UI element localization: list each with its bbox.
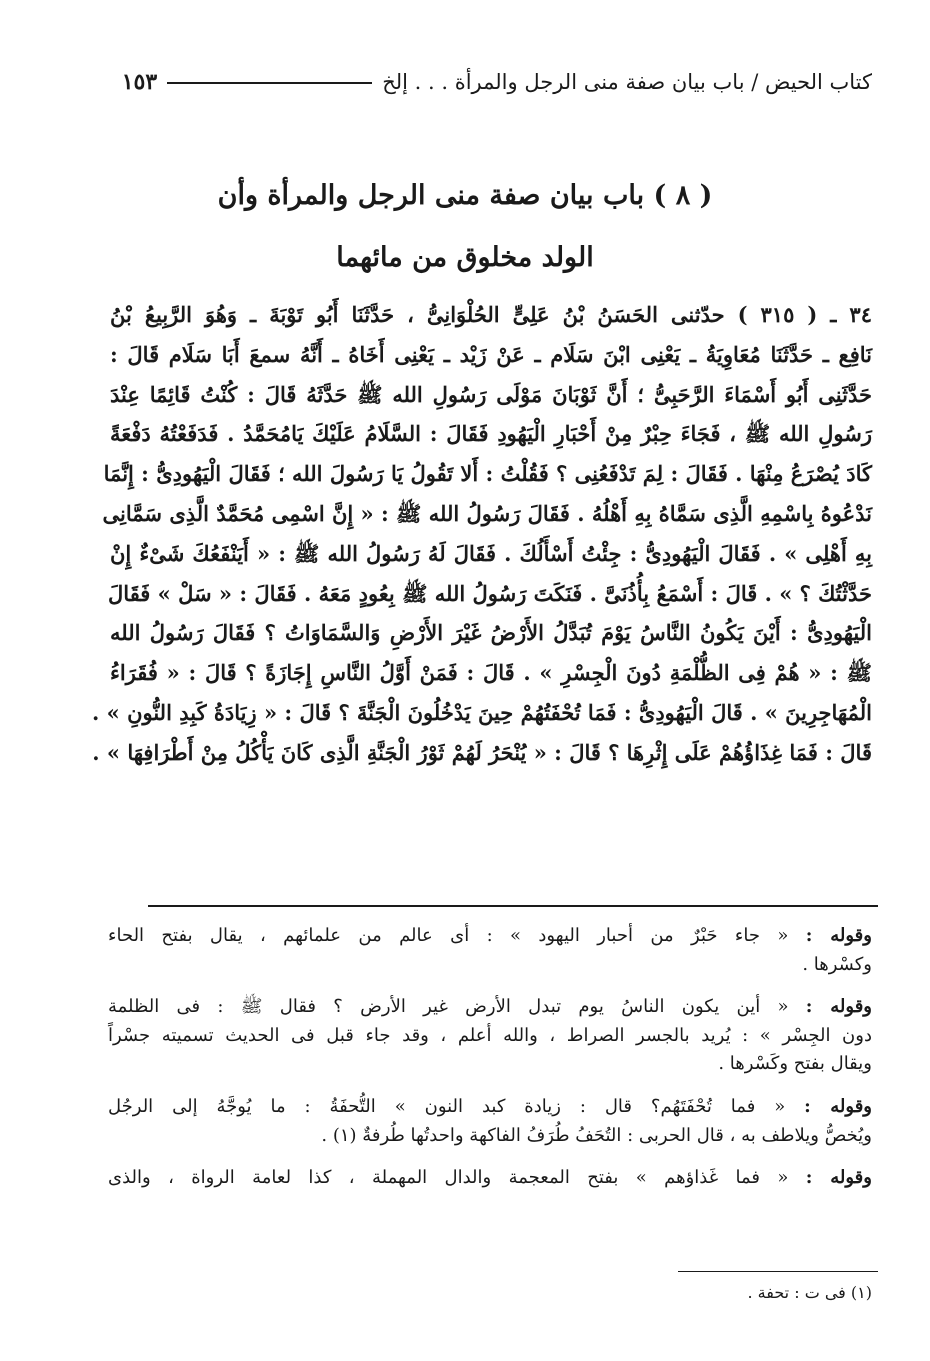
chapter-title-line-1: ( ٨ ) باب بيان صفة منى الرجل والمرأة وأن	[217, 180, 713, 211]
hadith-text	[92, 295, 872, 773]
note-lead: وقوله :	[805, 996, 872, 1018]
note-text: « فما تُحْفَتَهُم؟ قال : زيادة كبد النون » التُّحفَةُ : ما يُوجَّهُ إلى الرجُل	[108, 1095, 786, 1117]
note-line: ويقال بفتح وكَسْرها .	[718, 1053, 872, 1075]
footnote-divider	[678, 1271, 878, 1272]
note-line: دون الجِسْر » : يُريد بالجسر الصراط ، والله أعلم ، وقد جاء قبل فى الحديث تسميته جسْراً	[108, 1024, 872, 1046]
hadith-line: قَالَ : فَمَا غِذَاؤُهُمْ عَلَى إِثْرِهَا ؟ قَالَ : « يُنْحَرُ لَهُمْ ثَوْرُ الْجَنَّةِ الَّذِى كَانَ يَأْكُلُ مِنْ أَطْرَافِهَا » .	[92, 739, 872, 765]
hadith-line: نَافِع ـ حَدَّثَنَا مُعَاوِيَةُ ـ يَعْنِى ابْنَ سَلَام ـ عَنْ زَيْد ـ يَعْنِى أَخَاهُ ـ أَنَّهُ سمعَ أَبَا سَلَام قَالَ :	[110, 341, 872, 367]
note-text: « جاء حَبْرٌ من أحبار اليهود » : أى عالم من علمائهم ، يقال بفتح الحاء	[108, 925, 789, 946]
hadith-line: الْيَهُودِىُّ : أَيْنَ يَكُونُ النَّاسُ يَوْمَ تُبَدَّلُ الأَرْضُ غَيْرَ الأَرْضِ وَالسَّمَاوَاتُ ؟ فَقَالَ رَسُولُ الله	[110, 620, 872, 646]
commentary-note	[108, 1164, 872, 1193]
note-text: « أين يكون الناسُ يوم تبدل الأرض غير الأرض ؟ فقال ﷺ : فى الظلمة	[108, 996, 789, 1018]
note-first-line	[108, 1164, 872, 1193]
note-first-line	[108, 922, 872, 951]
note-line: ويُخصُّ ويلاطف به ، قال الحربى : التُحَفُ طُرَفُ الفاكهة واحدتُها طُرفةٌ (١) .	[321, 1124, 872, 1146]
header-rule	[167, 82, 372, 84]
page-number-group	[122, 69, 382, 95]
hadith-line: بِهِ أَهْلِى » . فَقَالَ الْيَهُودِىُّ : جِئْتُ أَسْأَلُكَ . فَقَالَ لَهُ رَسُولُ الله ﷺ : « أَيَنْفَعُكَ شَىْءٌ إِنْ	[110, 540, 872, 566]
commentary-note	[108, 922, 872, 979]
note-first-line	[108, 993, 872, 1022]
hadith-line: الْمُهَاجِرِينَ » . قَالَ الْيَهُودِىُّ : فَمَا تُحْفَتُهُمْ حِينَ يَدْخُلُونَ الْجَنَّةَ ؟ قَالَ : « زِيَادَةُ كَبِدِ النُّونِ » .	[92, 699, 872, 725]
chapter-title	[100, 165, 830, 289]
hadith-line: ٣٤ ـ ( ٣١٥ ) حدّثنى الحَسَنُ بْنُ عَلِىٍّ الحُلْوَانِىُّ ، حَدَّثَنَا أَبُو تَوْبَةَ ـ وَهُوَ الرَّبِيعُ بْنُ	[110, 302, 872, 327]
footnote: (١) فى ت : تحفة .	[747, 1283, 872, 1302]
running-header	[121, 62, 872, 102]
commentary-note	[108, 993, 872, 1079]
hadith-line: حَدَّثْتُكَ ؟ » . قَالَ : أَسْمَعُ بِأُذُنَىَّ . فَنَكَتَ رَسُولُ الله ﷺ بِعُودٍ مَعَهُ . فَقَالَ : « سَلْ » فَقَالَ	[108, 580, 872, 606]
hadith-line: حَدَّثَنِى أَبُو أَسْمَاءَ الرَّحَبِىُّ ؛ أَنَّ ثَوْبَانَ مَوْلَى رَسُولِ الله ﷺ حَدَّثَهُ قَالَ : كُنْتُ قَائِمًا عِنْدَ	[110, 381, 872, 407]
commentary-divider	[148, 905, 878, 907]
note-line: وكسْرها .	[802, 953, 872, 975]
note-lead: وقوله :	[805, 925, 872, 946]
note-lead: وقوله :	[804, 1095, 872, 1117]
commentary-note	[108, 1093, 872, 1150]
hadith-line: كَادَ يُصْرَعُ مِنْهَا . فَقَالَ : لِمَ تَدْفَعُنِى ؟ فَقُلْتُ : أَلا تَقُولُ يَا رَسُولَ الله ؛ فَقَالَ الْيَهُودِىُّ : إِنَّمَا	[103, 461, 872, 487]
commentary	[108, 922, 872, 1207]
note-first-line	[108, 1093, 872, 1122]
hadith-line: نَدْعُوهُ بِاسْمِهِ الَّذِى سَمَّاهُ بِهِ أَهْلُهُ . فَقَالَ رَسُولُ الله ﷺ : « إِنَّ اسْمِى مُحَمَّدٌ الَّذِى سَمَّانِى	[102, 500, 872, 526]
hadith-line: رَسُولِ الله ﷺ ، فَجَاءَ حِبْرٌ مِنْ أَحْبَارِ الْيَهُودِ فَقَالَ : السَّلَامُ عَلَيْكَ يَامُحَمَّدُ . فَدَفَعْتُهُ دَفْعَةً	[110, 421, 872, 447]
running-title: كتاب الحيض / باب بيان صفة منى الرجل والمرأة . . . إلخ	[382, 70, 872, 94]
chapter-title-line-2: الولد مخلوق من مائهما	[336, 242, 594, 273]
note-lead: وقوله :	[805, 1167, 872, 1189]
page-number: ١٥٣	[121, 69, 158, 95]
hadith-line: ﷺ : « هُمْ فِى الظُّلْمَةِ دُونَ الْجِسْرِ » . قَالَ : فَمَنْ أَوَّلُ النَّاسِ إِجَازَةً ؟ قَالَ : « فُقَرَاءُ	[110, 660, 872, 686]
note-text: « فما غَذاؤهم » بفتح المعجمة والدال المهملة ، كذا لعامة الرواة ، والذى	[108, 1167, 789, 1189]
